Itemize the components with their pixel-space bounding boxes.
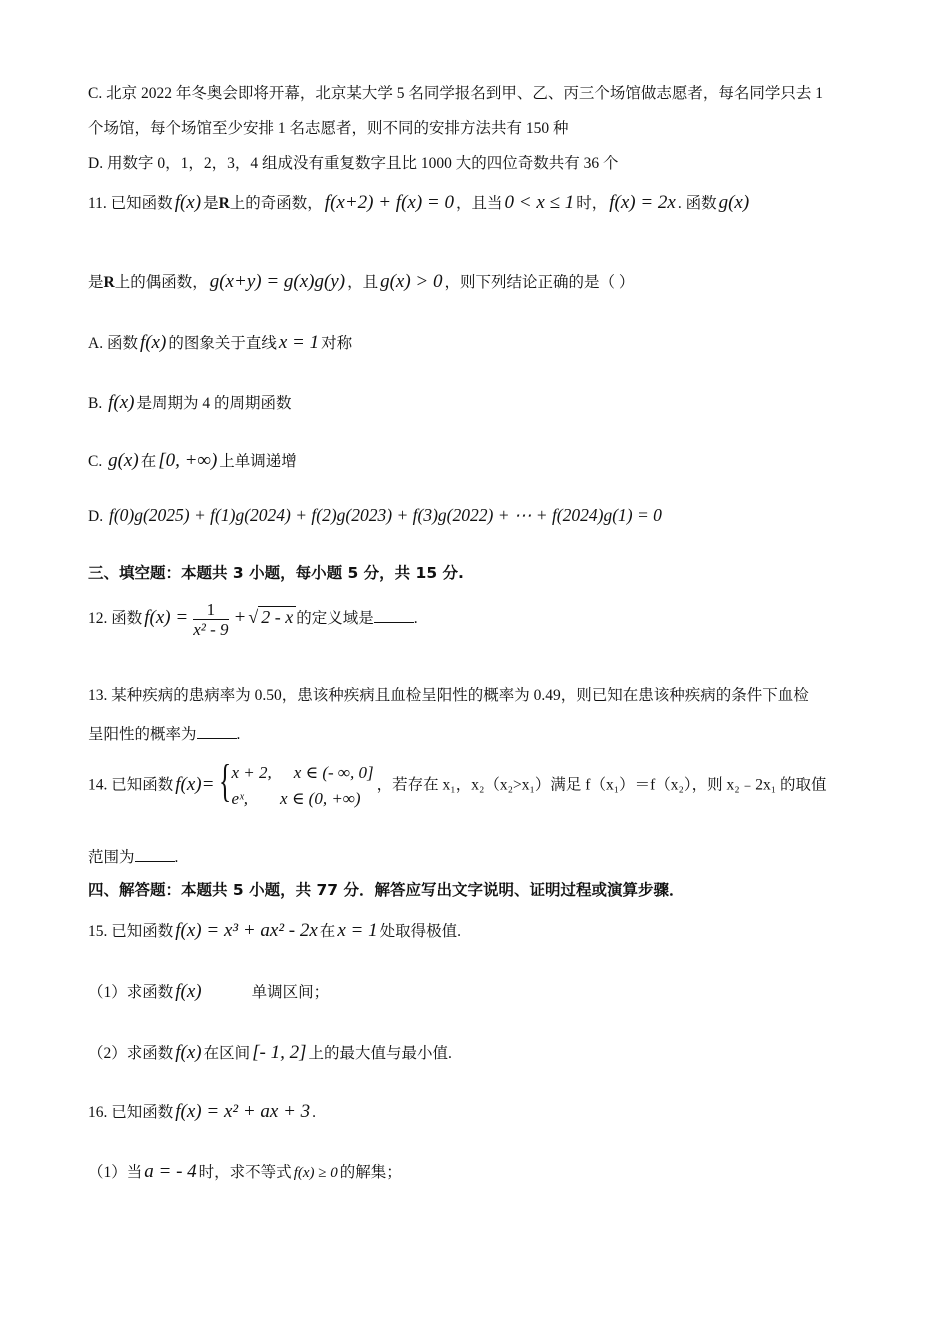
q11-R: R (218, 195, 230, 212)
q11-a-math-f: f(x) (139, 332, 167, 353)
q16-p1-math-ineq: f(x) ≥ 0 (293, 1165, 338, 1181)
q11-math-gxy: g(x+y) = g(x)g(y) (209, 271, 346, 292)
q11-line2-b: 上的偶函数， (114, 274, 208, 291)
q11-line2-a: 是 (88, 274, 104, 291)
q14-text-b: ，若存在 x₁，x₂（x₂>x₁）满足 f（x₁）＝f（x₂），则 x₂﹣2x₁ 的取值 (376, 776, 827, 794)
q12-numerator: 1 (193, 601, 228, 620)
q11-d-label: D. (88, 508, 104, 525)
q13-text: 呈阳性的概率为 (88, 726, 197, 743)
q16-stem (88, 1102, 316, 1121)
q14-row1-expr: x + 2, (231, 763, 272, 782)
q14-row2 (231, 786, 373, 812)
q14-text-range: 范围为 (88, 849, 135, 866)
q12-plus: + (233, 607, 247, 629)
q15-p2-text: （2）求函数 (88, 1045, 174, 1062)
q12-text-a: 12. 函数 (88, 610, 143, 628)
q11-math-odd: f(x+2) + f(x) = 0 (324, 192, 454, 213)
q11-b-text: 是周期为 4 的周期函数 (136, 395, 292, 412)
q11-a-text: 的图象关于直线 (168, 335, 277, 352)
q12-fraction (193, 601, 228, 638)
q11-c-math-interval: [0, +∞) (158, 450, 218, 471)
q13-line1: 13. 某种疾病的患病率为 0.50，患该种疾病且血检呈阳性的概率为 0.49，则已知在患该种疾病的条件下血检 (88, 687, 809, 704)
q15-stem (88, 921, 461, 940)
q11-math-interval: 0 < x ≤ 1 (504, 192, 575, 213)
q11-stem-line2 (88, 272, 634, 291)
q11-text-d: ，且当 (456, 195, 503, 212)
q11-c-math: g(x) (108, 450, 139, 471)
q15-p2-text-end: 上的最大值与最小值. (308, 1045, 452, 1062)
q11-b-label: B. (88, 395, 103, 412)
q11-text-b: 是 (203, 195, 219, 212)
q11-math-f: f(x) (174, 192, 202, 213)
q14-row1 (231, 760, 373, 786)
q13-end: . (236, 726, 241, 743)
q11-d-math: f(0)g(2025) + f(1)g(2024) + f(2)g(2023) + f(3)g(2022) + ⋯ + f(2024)g(1) = 0 (108, 505, 662, 525)
q11-text-f: . 函数 (677, 195, 717, 212)
q15-text-c: 处取得极值. (379, 923, 461, 940)
q14-math-fx: f(x)= (175, 773, 215, 795)
q11-option-b (88, 393, 291, 412)
q11-text-c: 上的奇函数， (229, 195, 323, 212)
q11-math-g: g(x) (718, 192, 750, 213)
q12-sqrt: √ 2 - x (248, 606, 296, 627)
q14-piecewise (219, 755, 374, 812)
q11-c-text: 在 (140, 453, 157, 470)
q11-text-e: 时， (576, 195, 608, 212)
q14-row2-expr: eˣ, (231, 789, 249, 808)
q16-p1-text-b: 时，求不等式 (198, 1164, 292, 1181)
q11-line2-c: ，且 (347, 274, 379, 291)
q11-line2-R: R (103, 274, 115, 291)
q11-option-a (88, 333, 352, 352)
q14-text-a: 14. 已知函数 (88, 776, 174, 794)
q14-row2-cond: x ∈ (0, +∞) (280, 789, 361, 808)
q15-p1-math: f(x) (175, 981, 202, 1002)
q12-denominator: x² - 9 (193, 620, 229, 639)
q11-b-math: f(x) (108, 392, 135, 413)
q14-line1 (88, 755, 827, 812)
q14-line2 (88, 847, 178, 866)
q11-option-d (88, 507, 664, 525)
q14-end: . (174, 849, 179, 866)
q11-c-text-end: 上单调递增 (219, 453, 297, 470)
q15-p1-text-end: 单调区间； (251, 984, 330, 1001)
q14-answer-blank[interactable] (135, 847, 175, 862)
q11-a-label: A. 函数 (88, 335, 138, 352)
q11-math-gpos: g(x) > 0 (380, 271, 443, 292)
q15-part2 (88, 1043, 452, 1062)
q13-answer-blank[interactable] (197, 724, 237, 739)
section-3-heading: 三、填空题：本题共 3 小题，每小题 5 分，共 15 分. (88, 564, 464, 582)
option-c-line1: C. 北京 2022 年冬奥会即将开幕，北京某大学 5 名同学报名到甲、乙、丙三个场馆做志愿者，每名同学只去 1 (88, 85, 823, 102)
q15-math-x1: x = 1 (337, 920, 378, 941)
q16-math-fx: f(x) = x² + ax + 3 (175, 1101, 311, 1122)
option-c-line2: 个场馆，每个场馆至少安排 1 名志愿者，则不同的安排方法共有 150 种 (88, 120, 569, 137)
q12-end: . (413, 610, 418, 628)
q16-part1 (88, 1162, 402, 1181)
q11-text-a: 11. 已知函数 (88, 195, 173, 212)
q15-p2-math: f(x) (175, 1042, 202, 1063)
q14-brace: { (219, 755, 232, 806)
q11-a-math-line: x = 1 (278, 332, 320, 353)
q15-math-fx: f(x) = x³ + ax² - 2x (175, 920, 318, 941)
q16-end: . (312, 1104, 317, 1121)
section-4-heading: 四、解答题：本题共 5 小题，共 77 分．解答应写出文字说明、证明过程或演算步骤． (88, 881, 685, 899)
q11-math-def: f(x) = 2x (609, 192, 676, 213)
q15-part1 (88, 982, 329, 1001)
q16-p1-math-a: a = - 4 (144, 1161, 197, 1182)
q13-line2 (88, 724, 240, 743)
q16-text-a: 16. 已知函数 (88, 1104, 174, 1121)
q15-text-a: 15. 已知函数 (88, 923, 174, 940)
q15-p1-text: （1）求函数 (88, 984, 174, 1001)
q12 (88, 601, 418, 638)
q11-option-c (88, 451, 297, 470)
q15-p2-math-interval: [- 1, 2] (252, 1042, 307, 1063)
q16-p1-text-end: 的解集； (339, 1164, 402, 1181)
q16-p1-text: （1）当 (88, 1164, 143, 1181)
q12-math-fx: f(x) = (144, 607, 189, 629)
q12-radicand: 2 - x (258, 606, 296, 627)
q11-stem-line1 (88, 193, 751, 212)
q11-c-label: C. (88, 453, 103, 470)
q11-line2-d: ，则下列结论正确的是（ ） (444, 274, 635, 291)
q14-row1-cond: x ∈ (- ∞, 0] (293, 763, 374, 782)
q12-answer-blank[interactable] (374, 608, 414, 623)
q12-text-b: 的定义域是 (296, 610, 374, 628)
option-d: D. 用数字 0，1，2，3，4 组成没有重复数字且比 1000 大的四位奇数共有 36 个 (88, 155, 619, 172)
q15-text-b: 在 (319, 923, 336, 940)
q15-p2-text-b: 在区间 (203, 1045, 251, 1062)
q11-a-text-end: 对称 (321, 335, 353, 352)
